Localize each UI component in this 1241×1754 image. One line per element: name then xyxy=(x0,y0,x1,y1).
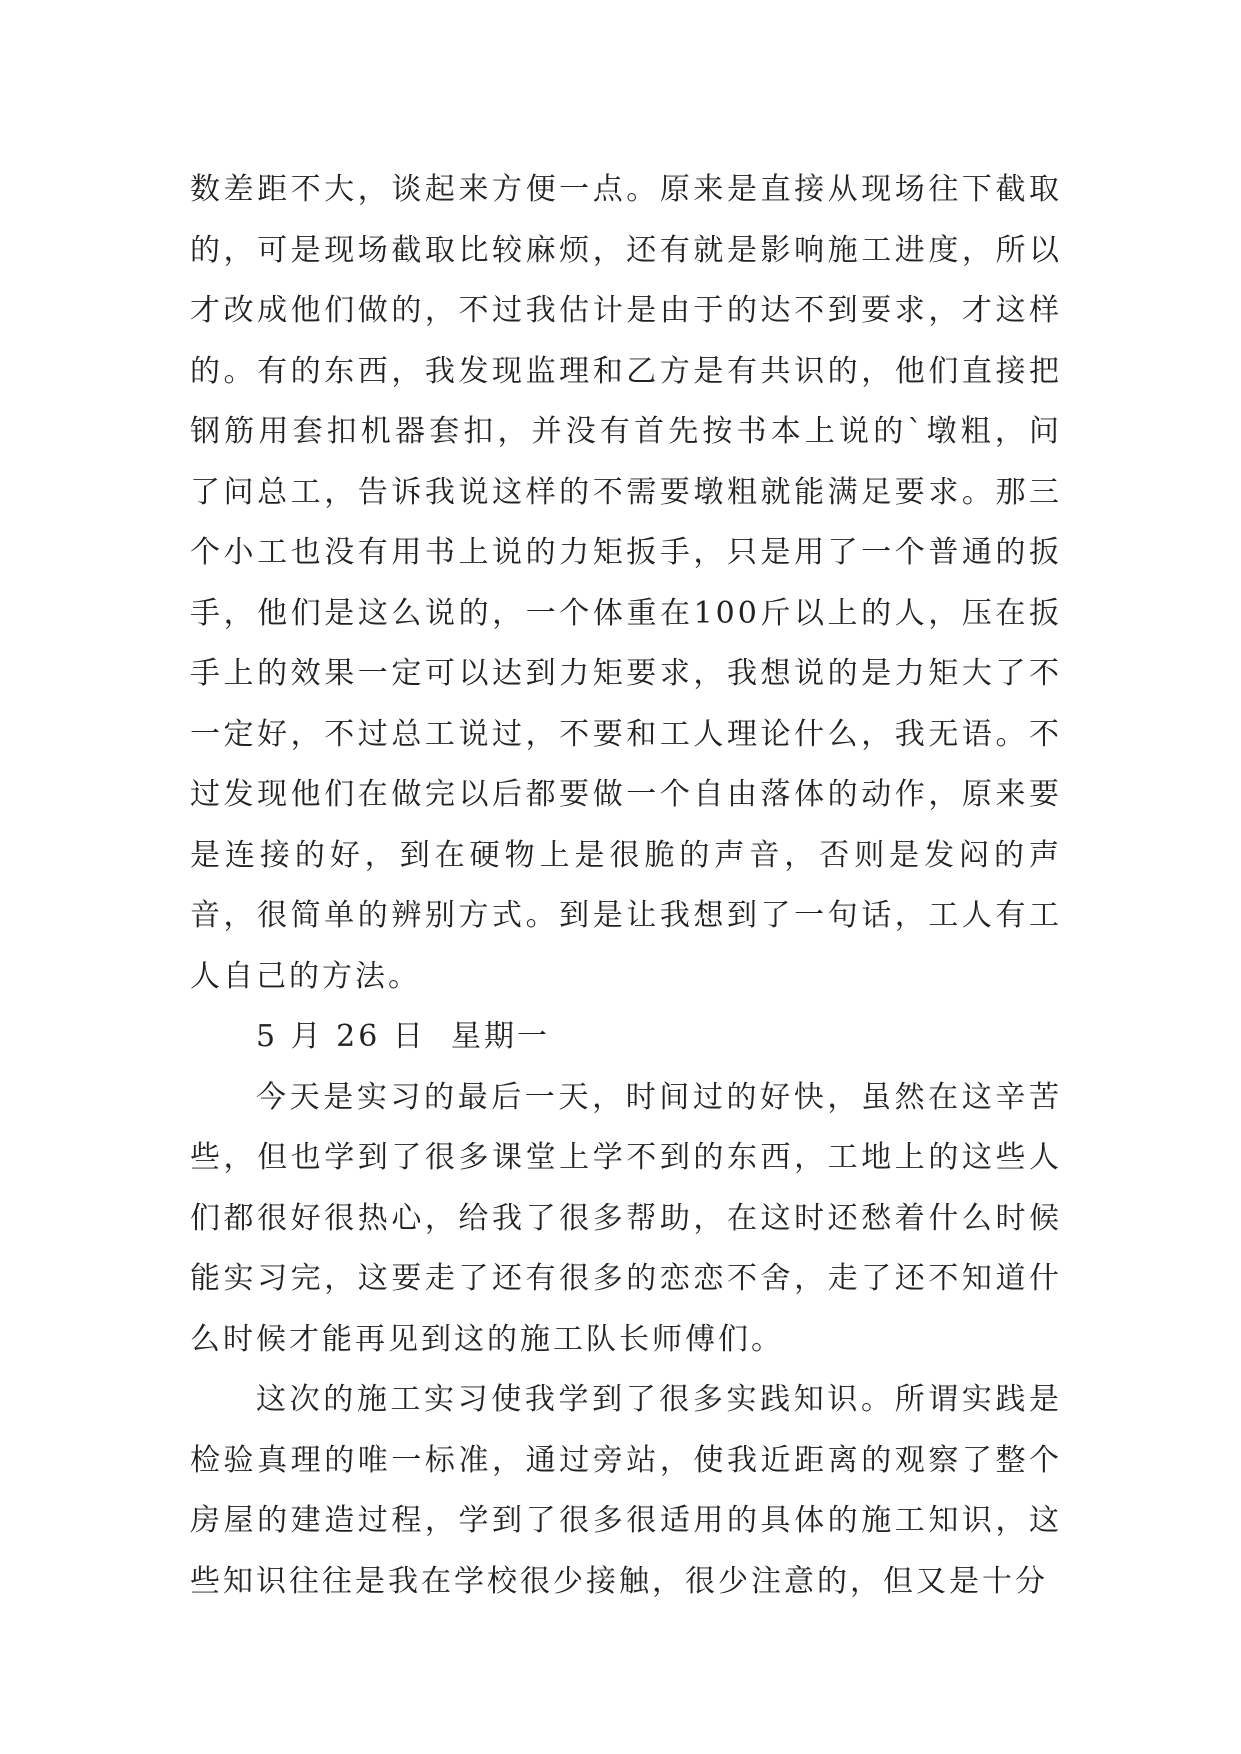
paragraph-last-day: 今天是实习的最后一天，时间过的好快，虽然在这辛苦些，但也学到了很多课堂上学不到的东西，工地上的这些人们都很好很热心，给我了很多帮助，在这时还愁着什么时候能实习完，这要走了还有很多的恋恋不舍，走了还不知道什么时候才能再见到这的施工队长师傅们。 xyxy=(190,1079,1062,1357)
document-body xyxy=(190,160,1062,1612)
paragraph-continuation: 数差距不大，谈起来方便一点。原来是直接从现场往下截取的，可是现场截取比较麻烦，还有就是影响施工进度，所以才改成他们做的，不过我估计是由于的达不到要求，才这样的。有的东西，我发现监理和乙方是有共识的，他们直接把钢筋用套扣机器套扣，并没有首先按书本上说的`墩粗，问了问总工，告诉我说这样的不需要墩粗就能满足要求。那三个小工也没有用书上说的力矩扳手，只是用了一个普通的扳手，他们是这么说的，一个体重在100斤以上的人，压在扳手上的效果一定可以达到力矩要求，我想说的是力矩大了不一定好，不过总工说过，不要和工人理论什么，我无语。不过发现他们在做完以后都要做一个自由落体的动作，原来要是连接的好，到在硬物上是很脆的声音，否则是发闷的声音，很简单的辨别方式。到是让我想到了一句话，工人有工人自己的方法。 xyxy=(190,172,1062,994)
date-heading: 5 月 26 日 星期一 xyxy=(256,1019,550,1054)
paragraph-summary: 这次的施工实习使我学到了很多实践知识。所谓实践是检验真理的唯一标准，通过旁站，使我近距离的观察了整个房屋的建造过程，学到了很多很适用的具体的施工知识，这些知识往往是我在学校很少接触，很少注意的，但又是十分 xyxy=(190,1382,1062,1599)
